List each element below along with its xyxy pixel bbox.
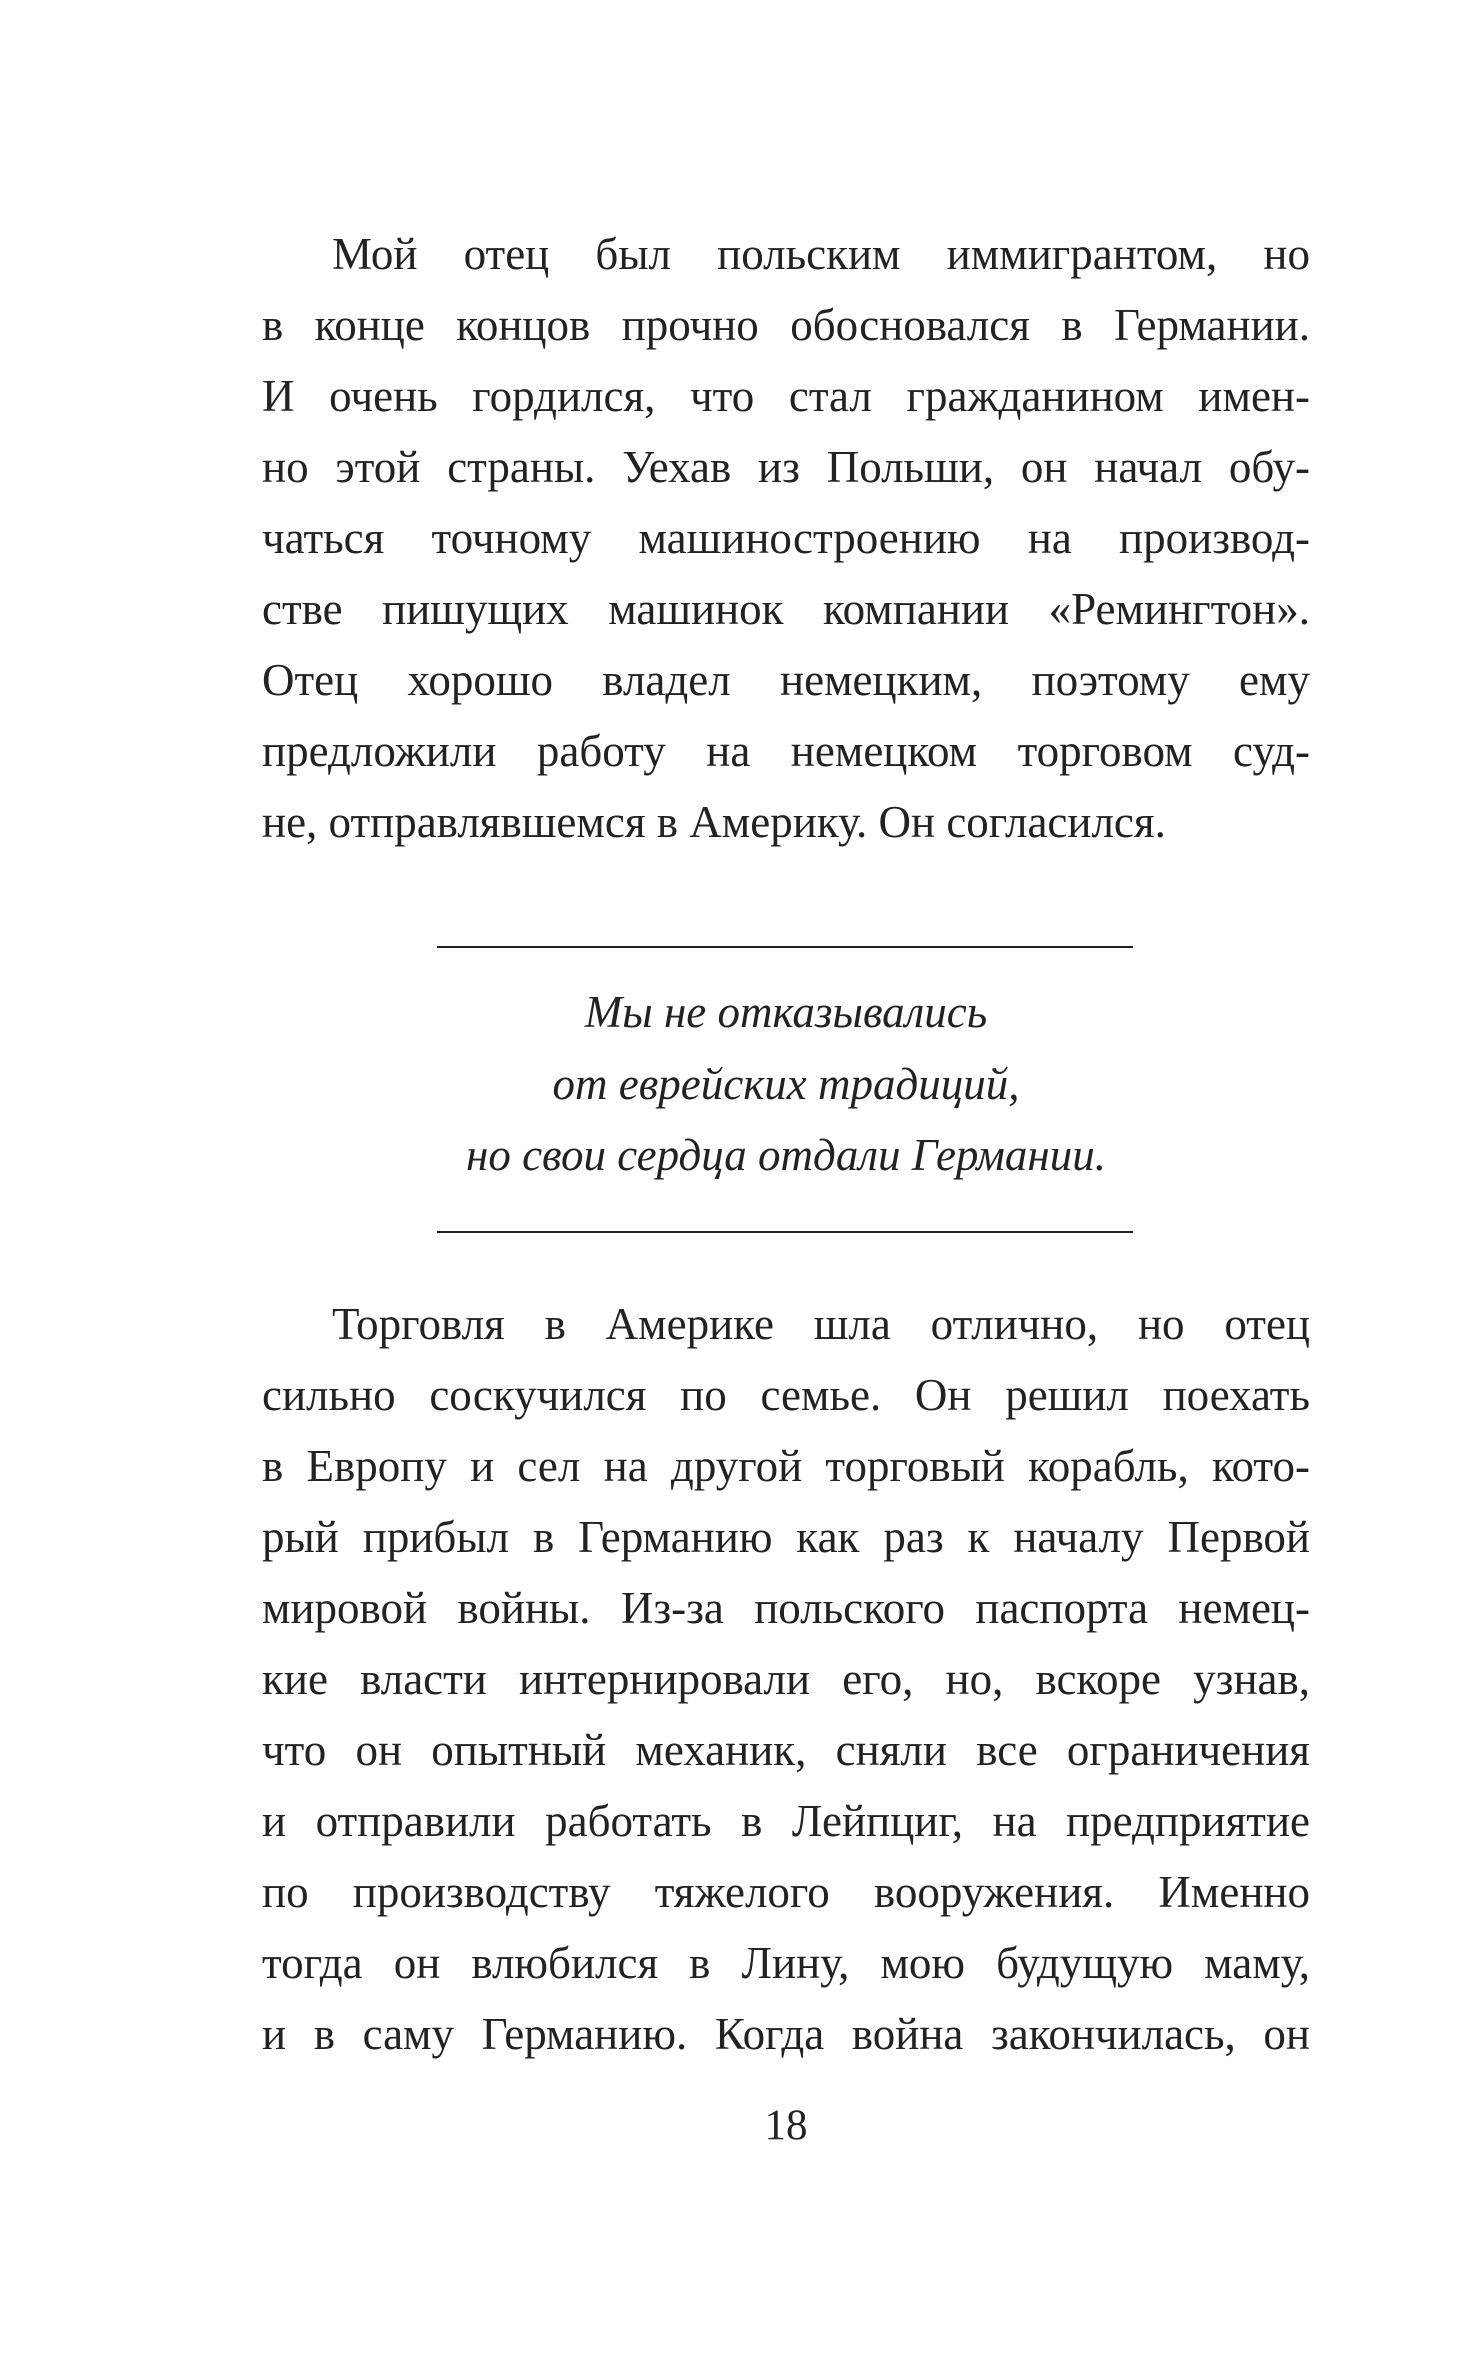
paragraph-2 (262, 1289, 1310, 2070)
paragraph-line: предложили работу на немецком торговом суд- (262, 726, 1310, 776)
paragraph-line: рый прибыл в Германию как раз к началу Первой (262, 1512, 1310, 1562)
paragraph-line: в Европу и сел на другой торговый корабль, кото- (262, 1441, 1310, 1491)
paragraph-line: но этой страны. Уехав из Польши, он начал обу- (262, 442, 1310, 492)
pull-quote (262, 977, 1310, 1192)
paragraph-line: по производству тяжелого вооружения. Именно (262, 1867, 1310, 1917)
paragraph-line: И очень гордился, что стал гражданином имен- (262, 371, 1310, 421)
paragraph-line: Торговля в Америке шла отлично, но отец (332, 1299, 1310, 1349)
page-number: 18 (764, 2102, 808, 2149)
paragraph-1 (262, 219, 1310, 858)
paragraph-line: чаться точному машиностроению на производ- (262, 513, 1310, 563)
pull-quote-bottom-rule (437, 1231, 1133, 1233)
paragraph-line: не, отправлявшемся в Америку. Он согласился. (262, 797, 1166, 847)
pull-quote-line: от еврейских традиций, (552, 1058, 1020, 1109)
pull-quote-line: но свои сердца отдали Германии. (466, 1130, 1106, 1180)
paragraph-line: кие власти интернировали его, но, вскоре узнав, (262, 1654, 1310, 1704)
paragraph-line: что он опытный механик, сняли все ограничения (262, 1725, 1310, 1775)
pull-quote-top-rule (437, 946, 1133, 948)
paragraph-line: стве пишущих машинок компании «Ремингтон». (262, 584, 1310, 634)
paragraph-line: сильно соскучился по семье. Он решил поехать (262, 1370, 1310, 1420)
paragraph-line: мировой войны. Из-за польского паспорта немец- (262, 1583, 1310, 1633)
paragraph-line: Мой отец был польским иммигрантом, но (332, 229, 1310, 279)
paragraph-line: в конце концов прочно обосновался в Германии. (262, 300, 1310, 350)
paragraph-line: тогда он влюбился в Лину, мою будущую маму, (262, 1938, 1310, 1988)
pull-quote-line: Мы не отказывались (584, 987, 988, 1037)
paragraph-line: Отец хорошо владел немецким, поэтому ему (262, 655, 1310, 705)
paragraph-line: и отправили работать в Лейпциг, на предприятие (262, 1796, 1310, 1846)
paragraph-line: и в саму Германию. Когда война закончилась, он (262, 2009, 1310, 2059)
